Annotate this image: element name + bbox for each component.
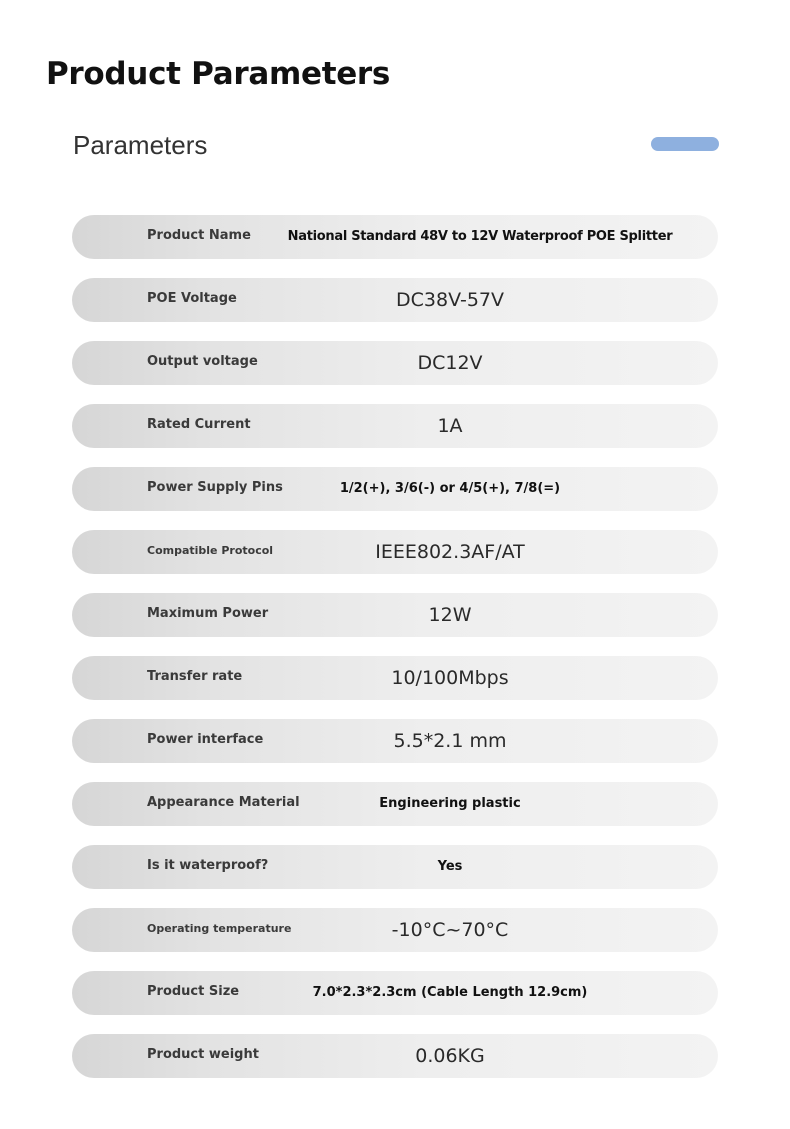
param-row-appearance-material xyxy=(72,782,718,826)
param-row-output-voltage xyxy=(72,341,718,385)
param-row-product-size xyxy=(72,971,718,1015)
param-value: 1A xyxy=(437,415,463,437)
param-value: Engineering plastic xyxy=(379,796,521,811)
param-value: 10/100Mbps xyxy=(391,667,509,689)
param-label: Appearance Material xyxy=(147,795,300,810)
param-label: Output voltage xyxy=(147,354,258,369)
param-label: Product weight xyxy=(147,1047,259,1062)
param-label: Product Size xyxy=(147,984,240,999)
param-value: -10°C~70°C xyxy=(391,919,509,941)
param-label: Is it waterproof? xyxy=(147,858,269,873)
param-label: Compatible Protocol xyxy=(147,544,274,557)
param-row-power-supply-pins xyxy=(72,467,718,511)
param-row-poe-voltage xyxy=(72,278,718,322)
param-row-operating-temperature xyxy=(72,908,718,952)
param-row-compatible-protocol xyxy=(72,530,718,574)
param-value: Yes xyxy=(437,859,463,874)
param-row-power-interface xyxy=(72,719,718,763)
param-row-maximum-power xyxy=(72,593,718,637)
param-row-product-weight xyxy=(72,1034,718,1078)
param-label: POE Voltage xyxy=(147,291,237,306)
param-row-transfer-rate xyxy=(72,656,718,700)
param-row-product-name xyxy=(72,215,718,259)
param-label: Maximum Power xyxy=(147,606,269,621)
page-title: Product Parameters xyxy=(46,56,391,92)
param-value: 5.5*2.1 mm xyxy=(393,730,507,752)
param-label: Rated Current xyxy=(147,417,251,432)
param-label: Power interface xyxy=(147,732,264,747)
param-value: 7.0*2.3*2.3cm (Cable Length 12.9cm) xyxy=(312,985,588,1000)
param-value: National Standard 48V to 12V Waterproof POE Splitter xyxy=(287,229,673,244)
param-label: Product Name xyxy=(147,228,251,243)
param-label: Operating temperature xyxy=(147,922,292,935)
param-value: 0.06KG xyxy=(415,1045,485,1067)
param-value: DC38V-57V xyxy=(396,289,504,311)
accent-bar xyxy=(651,137,719,151)
param-value: DC12V xyxy=(417,352,483,374)
param-row-waterproof xyxy=(72,845,718,889)
param-value: IEEE802.3AF/AT xyxy=(375,541,525,563)
param-label: Transfer rate xyxy=(147,669,243,684)
section-title: Parameters xyxy=(73,130,208,160)
param-value: 1/2(+), 3/6(-) or 4/5(+), 7/8(=) xyxy=(339,481,561,496)
param-label: Power Supply Pins xyxy=(147,480,283,495)
param-row-rated-current xyxy=(72,404,718,448)
param-value: 12W xyxy=(428,604,472,626)
parameters-table xyxy=(72,215,718,1097)
